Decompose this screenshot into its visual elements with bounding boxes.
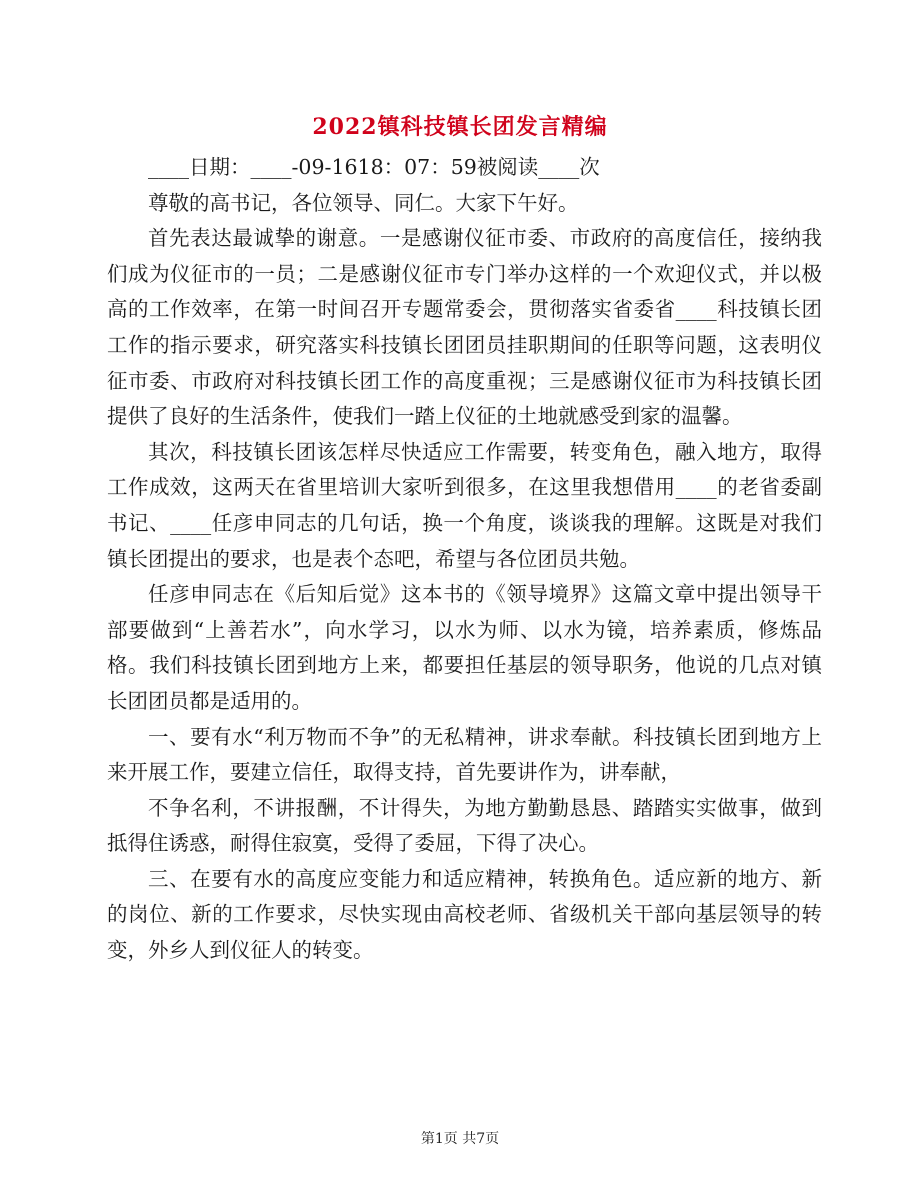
paragraph-thanks: 首先表达最诚挚的谢意。一是感谢仪征市委、市政府的高度信任，接纳我们成为仪征市的一员；二是感谢仪征市专门举办这样的一个欢迎仪式，并以极高的工作效率，在第一时间召开专题常委会，贯彻落实省委省____科技镇长团工作的指示要求，研究落实科技镇长团团员挂职期间的任职等问题，这表明仪征市委、市政府对科技镇长团工作的高度重视；三是感谢仪征市为科技镇长团提供了良好的生活条件，使我们一踏上仪征的土地就感受到家的温馨。 (107, 226, 822, 429)
paragraph-point-one: 一、要有水“利万物而不争”的无私精神，讲求奉献。科技镇长团到地方上来开展工作，要建立信任，取得支持，首先要讲作为，讲奉献， (107, 724, 822, 785)
paragraph-next: 其次，科技镇长团该怎样尽快适应工作需要，转变角色，融入地方，取得工作成效，这两天在省里培训大家听到很多，在这里我想借用____的老省委副书记、____任彦申同志的几句话，换一个角度，谈谈我的理解。这既是对我们镇长团提出的要求，也是表个态吧，希望与各位团员共勉。 (107, 439, 822, 571)
paragraph-greeting: 尊敬的高书记，各位领导、同仁。大家下午好。 (148, 190, 579, 215)
meta-line: ____日期：____-09-1618：07：59被阅读____次 (148, 155, 600, 179)
document-body (107, 150, 822, 969)
paragraph-point-one-cont: 不争名利，不讲报酬，不计得失，为地方勤勤恳恳、踏踏实实做事，做到抵得住诱惑，耐得住寂寞，受得了委屈，下得了决心。 (107, 795, 822, 856)
paragraph-quote: 任彦申同志在《后知后觉》这本书的《领导境界》这篇文章中提出领导干部要做到“上善若水”，向水学习，以水为师、以水为镜，培养素质，修炼品格。我们科技镇长团到地方上来，都要担任基层的领导职务，他说的几点对镇长团团员都是适用的。 (107, 582, 822, 713)
paragraph-point-three: 三、在要有水的高度应变能力和适应精神，转换角色。适应新的地方、新的岗位、新的工作要求，尽快实现由高校老师、省级机关干部向基层领导的转变，外乡人到仪征人的转变。 (107, 866, 822, 963)
document-title: 2022镇科技镇长团发言精编 (312, 114, 608, 140)
page-footer: 第1页 共7页 (420, 1131, 500, 1147)
